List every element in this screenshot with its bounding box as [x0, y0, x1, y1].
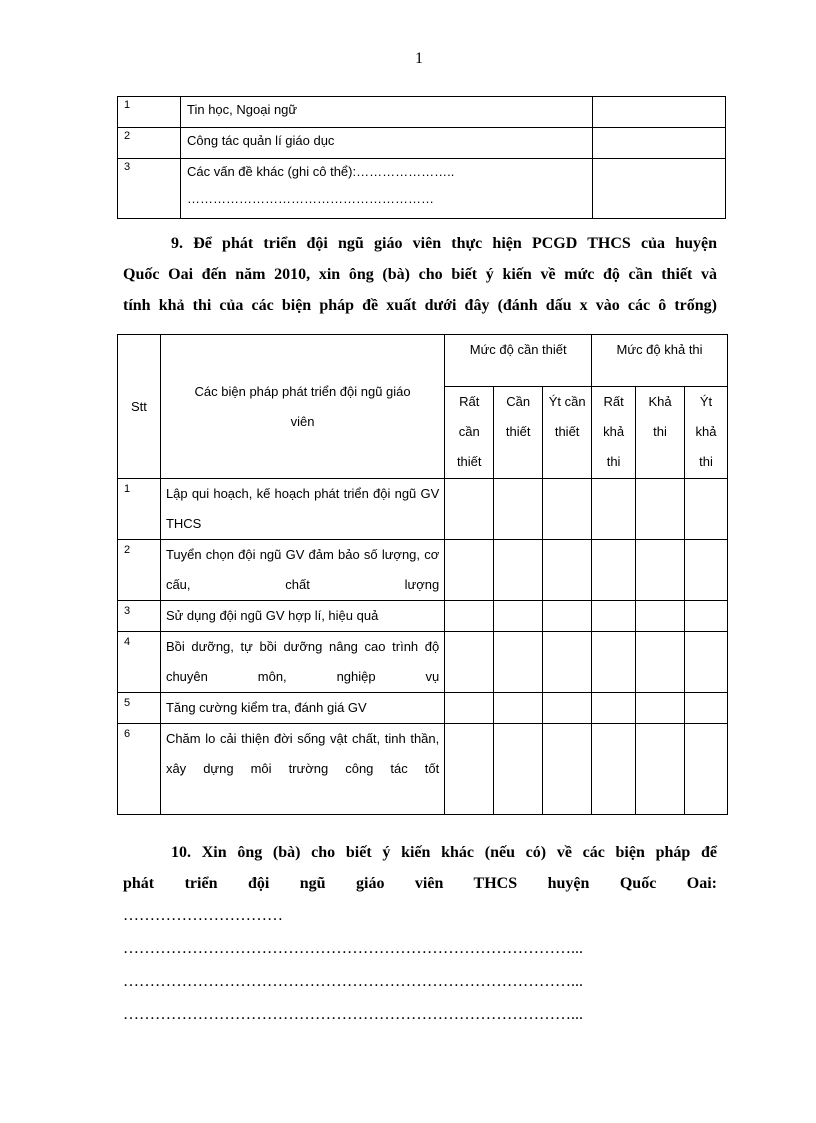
table-row [118, 159, 726, 219]
checkbox-cell[interactable] [543, 724, 592, 815]
checkbox-cell[interactable] [494, 693, 543, 724]
measures-header [160, 335, 444, 479]
answer-cell[interactable] [593, 128, 726, 159]
measure-text: Tuyển chọn đội ngũ GV đảm bảo số lượng, cơ cấu, chất lượng [160, 540, 444, 601]
checkbox-cell[interactable] [494, 601, 543, 632]
checkbox-cell[interactable] [636, 540, 685, 601]
checkbox-cell[interactable] [445, 693, 494, 724]
table-row [118, 693, 728, 724]
necessary-header: Cần thiết [494, 387, 543, 479]
checkbox-cell[interactable] [592, 724, 636, 815]
row-number: 5 [118, 693, 161, 724]
measures-header-text: Các biện pháp phát triển đội ngũ giáo viên [194, 383, 411, 429]
table-row [118, 97, 726, 128]
feasible-header: Khả thi [636, 387, 685, 479]
row-number: 2 [118, 128, 181, 159]
checkbox-cell[interactable] [685, 632, 728, 693]
checkbox-cell[interactable] [685, 479, 728, 540]
table-row [118, 724, 728, 815]
row-number: 4 [118, 632, 161, 693]
table-row [118, 128, 726, 159]
checkbox-cell[interactable] [592, 540, 636, 601]
row-text: Tin học, Ngoại ngữ [181, 97, 593, 128]
measure-text: Lập qui hoạch, kế hoạch phát triển đội ngũ GV THCS [160, 479, 444, 540]
checkbox-cell[interactable] [445, 540, 494, 601]
row-text: Công tác quản lí giáo dục [181, 128, 593, 159]
stt-header: Stt [118, 335, 161, 479]
necessity-header: Mức độ cần thiết [445, 335, 592, 387]
checkbox-cell[interactable] [636, 632, 685, 693]
row-number: 3 [118, 159, 181, 219]
measures-table [117, 334, 728, 815]
checkbox-cell[interactable] [543, 693, 592, 724]
checkbox-cell[interactable] [636, 693, 685, 724]
topics-table [117, 96, 726, 219]
checkbox-cell[interactable] [543, 479, 592, 540]
measure-text: Chăm lo cải thiện đời sống vật chất, tinh thần, xây dựng môi trường công tác tốt [160, 724, 444, 815]
question-9-line: Quốc Oai đến năm 2010, xin ông (bà) cho biết ý kiến về mức độ cần thiết và [123, 266, 717, 283]
checkbox-cell[interactable] [636, 479, 685, 540]
checkbox-cell[interactable] [543, 540, 592, 601]
row-number: 1 [118, 97, 181, 128]
very-necessary-header: Rất cần thiết [445, 387, 494, 479]
row-number: 2 [118, 540, 161, 601]
checkbox-cell[interactable] [494, 479, 543, 540]
row-number: 3 [118, 601, 161, 632]
row-text: Các vấn đề khác (ghi cô thể):………………….. [187, 164, 455, 179]
measure-text: Tăng cường kiểm tra, đánh giá GV [160, 693, 444, 724]
checkbox-cell[interactable] [592, 632, 636, 693]
question-9-line: tính khả thi của các biện pháp đề xuất dưới đây (đánh dấu x vào các ô trống) [123, 297, 717, 314]
checkbox-cell[interactable] [592, 479, 636, 540]
page-number: 1 [415, 50, 423, 67]
checkbox-cell[interactable] [592, 693, 636, 724]
checkbox-cell[interactable] [543, 601, 592, 632]
table-row [118, 479, 728, 540]
checkbox-cell[interactable] [592, 601, 636, 632]
table-row [118, 601, 728, 632]
answer-cell[interactable] [593, 97, 726, 128]
answer-line[interactable]: …………………………………………………………………………... [123, 940, 583, 957]
checkbox-cell[interactable] [494, 724, 543, 815]
measure-text: Bồi dưỡng, tự bồi dưỡng nâng cao trình độ chuyên môn, nghiệp vụ [160, 632, 444, 693]
checkbox-cell[interactable] [685, 601, 728, 632]
checkbox-cell[interactable] [445, 724, 494, 815]
question-10-line: 10. Xin ông (bà) cho biết ý kiến khác (nếu có) về các biện pháp để [171, 844, 717, 861]
row-text-group [181, 159, 593, 219]
checkbox-cell[interactable] [494, 540, 543, 601]
answer-line[interactable]: ………………………… [123, 907, 283, 924]
question-9 [123, 228, 717, 321]
answer-cell[interactable] [593, 159, 726, 219]
feasibility-header: Mức độ khả thi [592, 335, 728, 387]
header-row [118, 335, 728, 387]
checkbox-cell[interactable] [445, 632, 494, 693]
answer-line[interactable]: …………………………………………………………………………... [123, 973, 583, 990]
checkbox-cell[interactable] [636, 601, 685, 632]
less-necessary-header: Ýt cần thiết [543, 387, 592, 479]
checkbox-cell[interactable] [445, 601, 494, 632]
measure-text: Sử dụng đội ngũ GV hợp lí, hiệu quả [160, 601, 444, 632]
checkbox-cell[interactable] [636, 724, 685, 815]
question-9-line: 9. Để phát triển đội ngũ giáo viên thực hiện PCGD THCS của huyện [171, 235, 717, 252]
checkbox-cell[interactable] [543, 632, 592, 693]
row-text-continuation: ………………………………………………… [187, 191, 434, 206]
very-feasible-header: Rất khả thi [592, 387, 636, 479]
checkbox-cell[interactable] [445, 479, 494, 540]
row-number: 1 [118, 479, 161, 540]
checkbox-cell[interactable] [685, 693, 728, 724]
question-10 [123, 837, 717, 899]
table-row [118, 632, 728, 693]
question-10-line: phát triển đội ngũ giáo viên THCS huyện Quốc Oai: [123, 875, 717, 892]
table-row [118, 540, 728, 601]
less-feasible-header: Ýt khả thi [685, 387, 728, 479]
checkbox-cell[interactable] [685, 724, 728, 815]
row-number: 6 [118, 724, 161, 815]
answer-line[interactable]: …………………………………………………………………………... [123, 1006, 583, 1023]
checkbox-cell[interactable] [494, 632, 543, 693]
checkbox-cell[interactable] [685, 540, 728, 601]
